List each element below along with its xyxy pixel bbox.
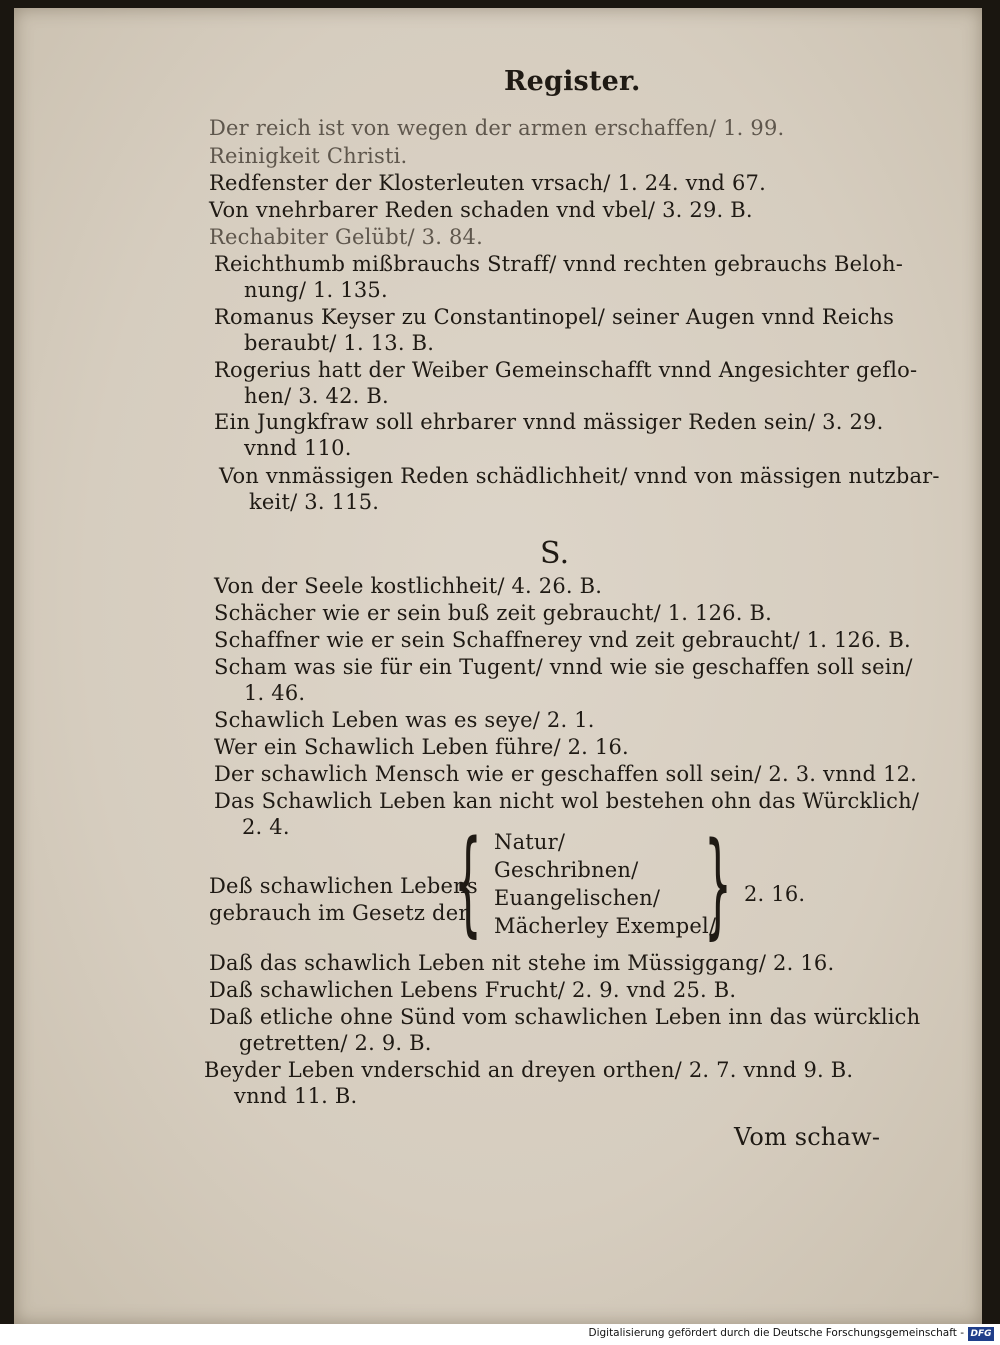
index-line: Scham was sie für ein Tugent/ vnnd wie sie geschaffen soll sein/	[214, 655, 913, 679]
index-line: Ein Jungkfraw soll ehrbarer vnnd mässiger Reden sein/ 3. 29.	[214, 410, 884, 434]
index-line: Von vnmässigen Reden schädlichheit/ vnnd von mässigen nutzbar-	[219, 464, 940, 488]
digitization-footer	[0, 1324, 1000, 1345]
brace-lead-line: gebrauch im Gesetz der	[209, 901, 469, 925]
brace-reference: 2. 16.	[744, 882, 806, 906]
index-line: keit/ 3. 115.	[249, 490, 380, 514]
index-line: Der schawlich Mensch wie er geschaffen soll sein/ 2. 3. vnnd 12.	[214, 762, 918, 786]
index-line: Von vnehrbarer Reden schaden vnd vbel/ 3. 29. B.	[209, 198, 753, 222]
index-line: Schächer wie er sein buß zeit gebraucht/ 1. 126. B.	[214, 601, 772, 625]
brace-item: Euangelischen/	[494, 886, 661, 910]
index-line: 2. 4.	[242, 815, 290, 839]
index-line: Rogerius hatt der Weiber Gemeinschafft vnnd Angesichter geflo-	[214, 358, 918, 382]
brace-item: Natur/	[494, 830, 566, 854]
index-line: Reichthumb mißbrauchs Straff/ vnnd rechten gebrauchs Beloh-	[214, 252, 903, 276]
index-line: Der reich ist von wegen der armen erschaffen/ 1. 99.	[209, 116, 785, 140]
footer-credit: Digitalisierung gefördert durch die Deutsche Forschungsgemeinschaft -	[588, 1327, 964, 1339]
index-line: Romanus Keyser zu Constantinopel/ seiner Augen vnnd Reichs	[214, 305, 895, 329]
index-line: Daß schawlichen Lebens Frucht/ 2. 9. vnd 25. B.	[209, 978, 737, 1002]
index-line: vnnd 11. B.	[234, 1084, 358, 1108]
section-letter: S.	[540, 536, 570, 571]
index-line: getretten/ 2. 9. B.	[239, 1031, 432, 1055]
dfg-logo: DFG	[968, 1327, 994, 1341]
index-line: hen/ 3. 42. B.	[244, 384, 389, 408]
index-line: beraubt/ 1. 13. B.	[244, 331, 435, 355]
index-line: Redfenster der Klosterleuten vrsach/ 1. 24. vnd 67.	[209, 171, 766, 195]
index-line: Schaffner wie er sein Schaffnerey vnd zeit gebraucht/ 1. 126. B.	[214, 628, 911, 652]
left-brace: {	[454, 817, 482, 951]
index-line: nung/ 1. 135.	[244, 278, 388, 302]
page-heading: Register.	[504, 66, 641, 97]
brace-item: Geschribnen/	[494, 858, 639, 882]
index-line: Das Schawlich Leben kan nicht wol bestehen ohn das Würcklich/	[214, 789, 920, 813]
right-brace: }	[704, 819, 732, 953]
catchword: Vom schaw-	[734, 1123, 881, 1151]
index-line: Rechabiter Gelübt/ 3. 84.	[209, 225, 483, 249]
index-line: Von der Seele kostlichheit/ 4. 26. B.	[214, 574, 603, 598]
index-line: Beyder Leben vnderschid an dreyen orthen/ 2. 7. vnnd 9. B.	[204, 1058, 854, 1082]
index-line: Daß das schawlich Leben nit stehe im Müssiggang/ 2. 16.	[209, 951, 835, 975]
brace-lead-line: Deß schawlichen Lebens	[209, 874, 478, 898]
index-line: Wer ein Schawlich Leben führe/ 2. 16.	[214, 735, 629, 759]
index-line: Reinigkeit Christi.	[209, 144, 408, 168]
index-line: 1. 46.	[244, 681, 306, 705]
index-line: Daß etliche ohne Sünd vom schawlichen Leben inn das würcklich	[209, 1005, 921, 1029]
brace-item: Mächerley Exempel/	[494, 914, 717, 938]
index-line: vnnd 110.	[244, 436, 352, 460]
index-line: Schawlich Leben was es seye/ 2. 1.	[214, 708, 595, 732]
book-page	[14, 8, 982, 1324]
